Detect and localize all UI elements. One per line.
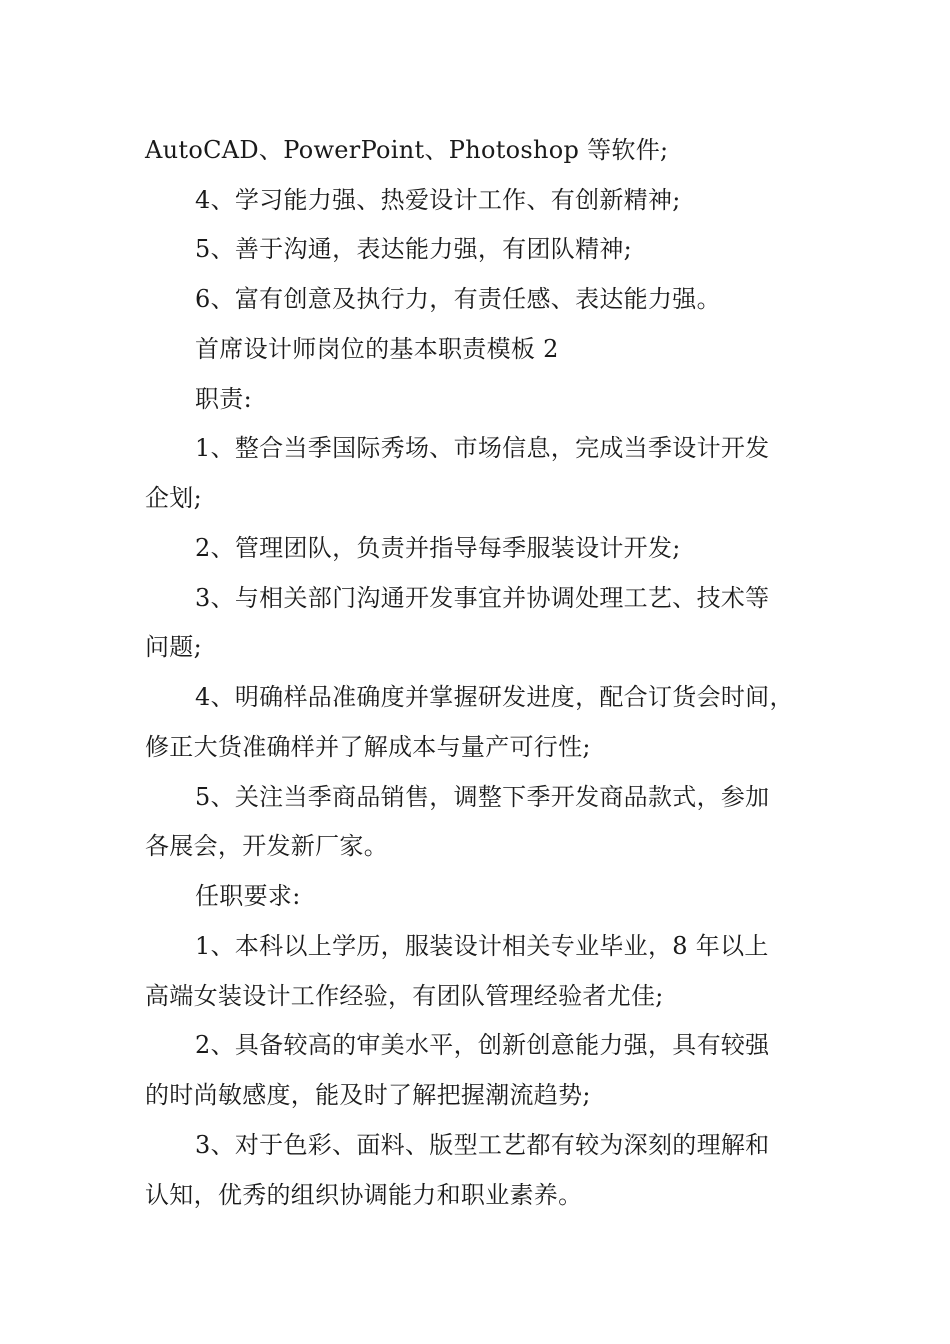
requirement-item-2-continued: 的时尚敏感度，能及时了解把握潮流趋势; [145,1081,591,1109]
requirement-item-2: 2、具备较高的审美水平，创新创意能力强，具有较强 [195,1031,770,1059]
duty-item-5: 5、关注当季商品销售，调整下季开发商品款式，参加 [195,783,770,811]
duty-item-5-continued: 各展会，开发新厂家。 [145,832,388,860]
requirement-item-3: 3、对于色彩、面料、版型工艺都有较为深刻的理解和 [195,1131,770,1159]
requirement-item-1: 1、本科以上学历，服装设计相关专业毕业，8 年以上 [195,932,769,960]
requirement-item-1-continued: 高端女装设计工作经验，有团队管理经验者尤佳; [145,982,664,1010]
duty-item-2: 2、管理团队，负责并指导每季服装设计开发; [195,534,681,562]
duty-item-3: 3、与相关部门沟通开发事宜并协调处理工艺、技术等 [195,584,770,612]
duty-item-3-continued: 问题; [145,633,202,661]
software-requirement-line: AutoCAD、PowerPoint、Photoshop 等软件; [145,136,669,164]
requirement-item-5: 5、善于沟通，表达能力强，有团队精神; [195,235,633,263]
duty-item-4: 4、明确样品准确度并掌握研发进度，配合订货会时间， [195,683,794,711]
requirements-heading: 任职要求: [195,882,301,910]
duty-item-4-continued: 修正大货准确样并了解成本与量产可行性; [145,733,591,761]
requirement-item-6: 6、富有创意及执行力，有责任感、表达能力强。 [195,285,721,313]
duty-item-1-continued: 企划; [145,484,202,512]
duties-heading: 职责: [195,385,252,413]
requirement-item-3-continued: 认知，优秀的组织协调能力和职业素养。 [145,1181,583,1209]
duty-item-1: 1、整合当季国际秀场、市场信息，完成当季设计开发 [195,434,770,462]
section-title: 首席设计师岗位的基本职责模板 2 [195,335,559,363]
requirement-item-4: 4、学习能力强、热爱设计工作、有创新精神; [195,186,681,214]
